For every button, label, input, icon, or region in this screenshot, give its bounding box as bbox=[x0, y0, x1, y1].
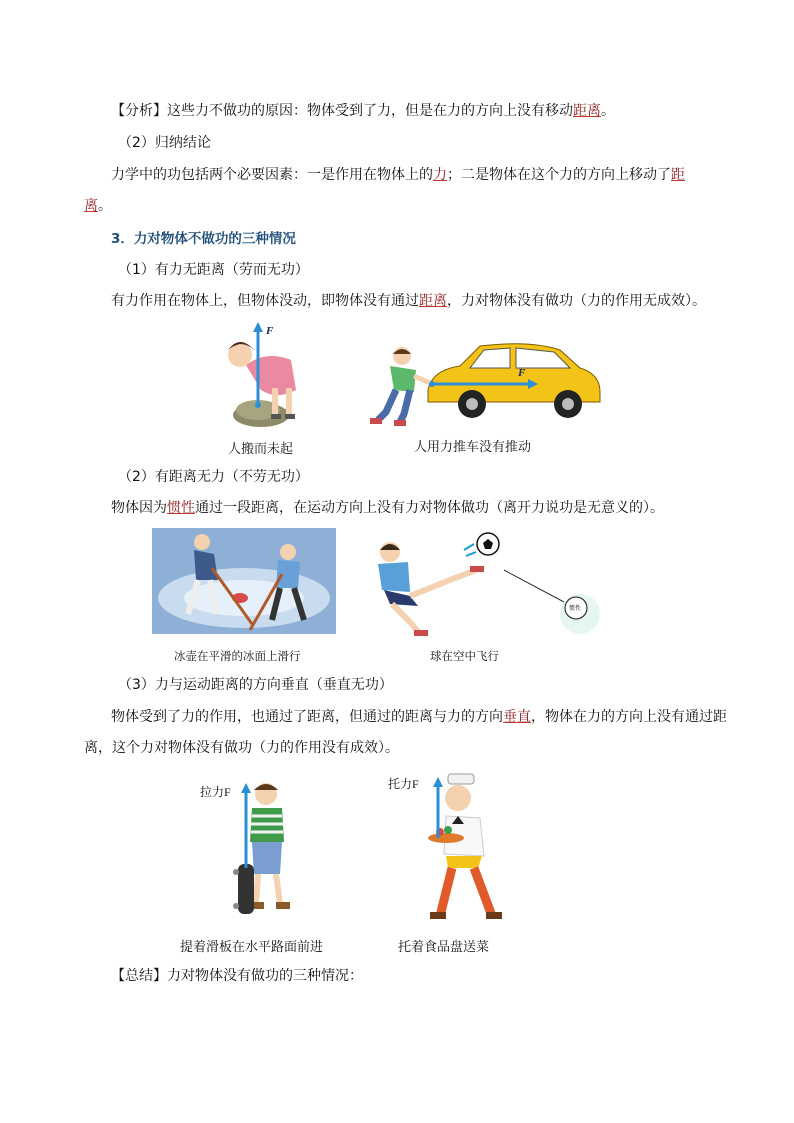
case3-title: （3）力与运动距离的方向垂直（垂直无功） bbox=[118, 677, 393, 693]
figure-waiter bbox=[388, 772, 508, 924]
figure-lift-rock bbox=[206, 320, 318, 430]
case1-paragraph: 有力作用在物体上，但物体没动，即物体没有通过距离，力对物体没有做功（力的作用无成效）。 bbox=[111, 293, 706, 309]
analysis-text: 这些力不做功的原因：物体受到了力，但是在力的方向上没有移动 bbox=[167, 103, 573, 119]
keyword-perpendicular: 垂直 bbox=[503, 709, 531, 725]
force-label: F bbox=[518, 367, 526, 379]
fig5-caption: 提着滑板在水平路面前进 bbox=[180, 940, 324, 955]
fig4-caption: 球在空中飞行 bbox=[430, 649, 499, 663]
case3-paragraph-line1: 物体受到了力的作用，也通过了距离，但通过的距离与力的方向垂直，物体在力的方向上没有通过距 bbox=[111, 709, 727, 725]
figure-skateboard bbox=[196, 776, 306, 922]
figure-curling bbox=[152, 528, 336, 634]
fig1-caption: 人搬而未起 bbox=[228, 442, 294, 457]
keyword-distance-part1: 距 bbox=[671, 167, 685, 183]
case2-title: （2）有距离无力（不劳无功） bbox=[118, 469, 309, 485]
inertia-tag: 惯性 bbox=[569, 606, 582, 612]
fig6-caption: 托着食品盘送菜 bbox=[398, 940, 490, 955]
figure-kick-ball bbox=[370, 530, 610, 640]
summary-title: （2）归纳结论 bbox=[118, 135, 211, 151]
keyword-distance: 距离 bbox=[419, 293, 447, 309]
summary-paragraph: 力学中的功包括两个必要因素：一是作用在物体上的力；二是物体在这个力的方向上移动了距 bbox=[111, 167, 685, 183]
force-label: F bbox=[266, 325, 274, 337]
section-heading: 3．力对物体不做功的三种情况 bbox=[111, 231, 296, 247]
support-force-label: 托力F bbox=[388, 777, 419, 791]
keyword-distance-part2: 离 bbox=[84, 198, 98, 214]
pull-force-label: 拉力F bbox=[200, 785, 231, 799]
analysis-paragraph: 【分析】这些力不做功的原因：物体受到了力，但是在力的方向上没有移动距离。 bbox=[111, 103, 615, 119]
conclusion-paragraph: 【总结】力对物体没有做功的三种情况： bbox=[111, 968, 363, 984]
keyword-force: 力 bbox=[433, 167, 447, 183]
case2-paragraph: 物体因为惯性通过一段距离，在运动方向上没有力对物体做功（离开力说功是无意义的）。 bbox=[111, 500, 664, 516]
keyword-distance: 距离 bbox=[573, 103, 601, 119]
fig2-caption: 人用力推车没有推动 bbox=[414, 440, 532, 455]
summary-paragraph-cont: 离。 bbox=[84, 198, 112, 214]
case1-title: （1）有力无距离（劳而无功） bbox=[118, 262, 309, 278]
case3-paragraph-line2: 离，这个力对物体没有做功（力的作用没有成效）。 bbox=[84, 740, 399, 756]
conclusion-prefix: 【总结】 bbox=[111, 968, 167, 984]
fig3-caption: 冰壶在平滑的冰面上滑行 bbox=[174, 649, 301, 663]
figure-push-car bbox=[360, 340, 605, 430]
keyword-inertia: 惯性 bbox=[167, 500, 195, 516]
analysis-prefix: 【分析】 bbox=[111, 103, 167, 119]
